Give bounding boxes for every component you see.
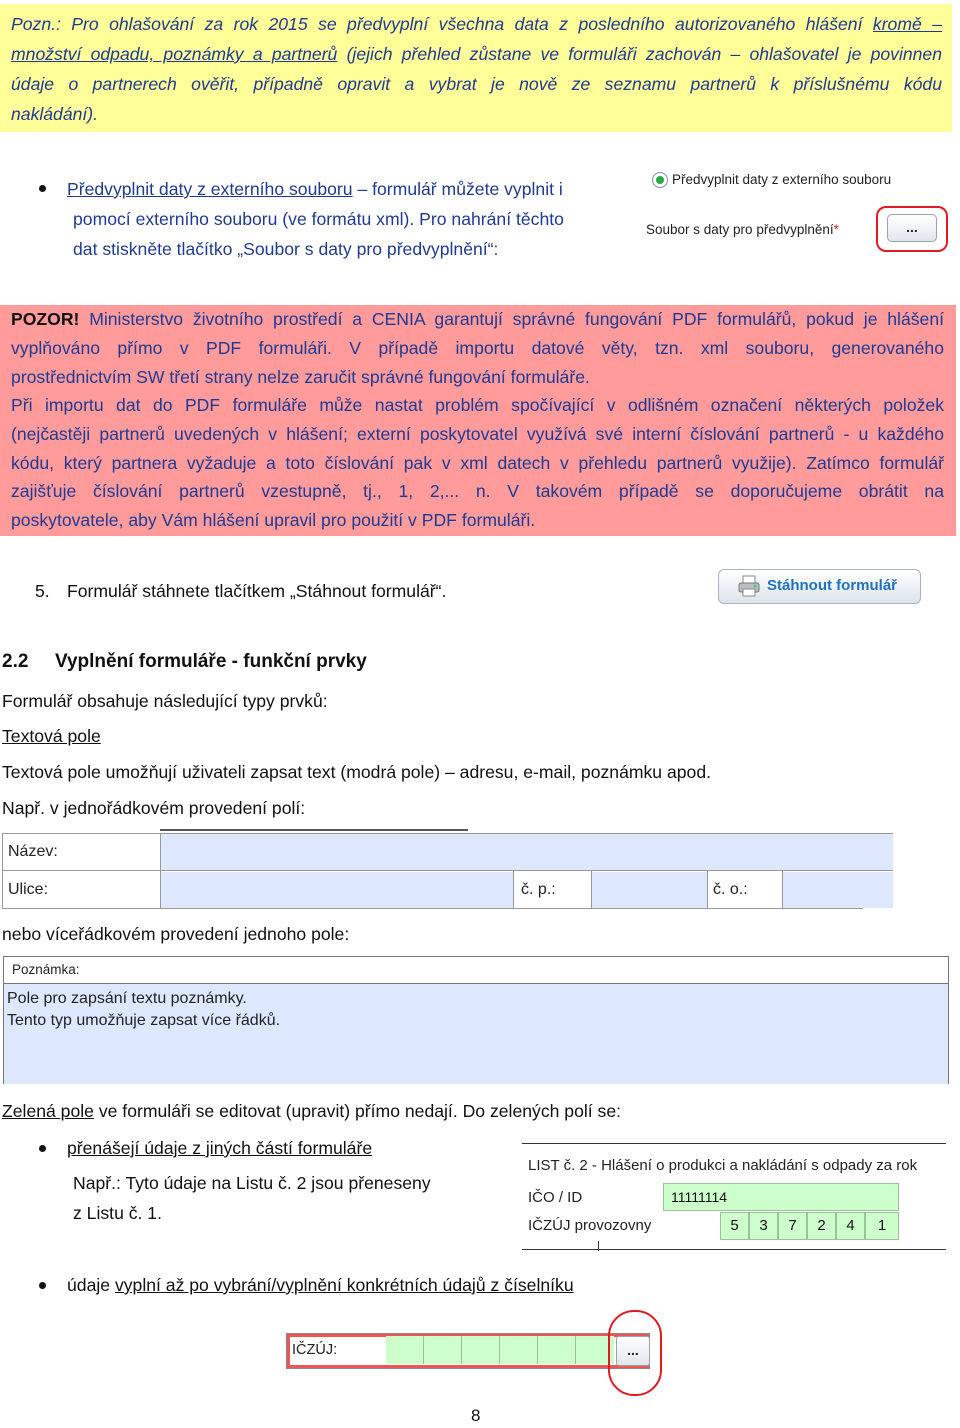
text-fields-desc: Textová pole umožňují uživateli zapsat text (modrá pole) – adresu, e-mail, poznámku apod. — [2, 762, 712, 782]
single-line-form — [2, 833, 893, 909]
green-example-2: z Listu č. 1. — [73, 1203, 162, 1223]
iczuj-digit: 5 — [720, 1212, 749, 1240]
bullet-dot — [39, 185, 46, 192]
prefill-link[interactable]: Předvyplnit daty z externího souboru — [67, 179, 353, 199]
note-field-label: Poznámka: — [12, 962, 80, 977]
iczuj-digit: 3 — [749, 1212, 778, 1240]
note-line-3: údaje o partnerech ověřit, případně opravit a vybrat je nově ze seznamu partnerů k příslušnému kódu — [11, 74, 942, 94]
warning-line-3: prostřednictvím SW třetí strany nelze zaručit správné fungování formuláře. — [11, 367, 590, 387]
green-bullet-1: přenášejí údaje z jiných částí formuláře — [67, 1138, 373, 1158]
note-textarea[interactable] — [4, 983, 948, 1084]
list2-snippet — [522, 1143, 946, 1251]
page-number: 8 — [471, 1406, 481, 1425]
warning-line-8: poskytovatele, aby Vám hlášení upravil pro použití v PDF formuláři. — [11, 510, 536, 530]
ico-field: 11111114 — [663, 1183, 899, 1211]
note-line-4: nakládání). — [11, 104, 99, 124]
iczuj-label: IČZÚJ provozovny — [528, 1217, 652, 1234]
download-form-button[interactable] — [718, 569, 921, 604]
iczuj-cell-b — [538, 1336, 576, 1364]
warning-box — [0, 305, 956, 536]
warning-line-4: Při importu dat do PDF formuláře může nastat problém spočívající v odlišném označení některých položek — [11, 395, 944, 415]
file-browse-button[interactable]: ... — [887, 214, 937, 242]
prefill-radio-label: Předvyplnit daty z externího souboru — [672, 172, 892, 187]
iczuj-browse-button[interactable]: ... — [616, 1336, 650, 1366]
green-fields-intro: Zelená pole ve formuláři se editovat (upravit) přímo nedají. Do zelených polí se: — [2, 1101, 622, 1121]
green-bullet-2: údaje vyplní až po vybrání/vyplnění konkrétních údajů z číselníku — [67, 1275, 574, 1295]
download-form-label: Stáhnout formulář — [767, 577, 897, 594]
bullet-dot — [39, 1282, 46, 1289]
iczuj-lookup-label: IČZÚJ: — [292, 1342, 338, 1358]
iczuj-cell-f — [386, 1336, 424, 1364]
iczuj-cell-d — [462, 1336, 500, 1364]
step5-number: 5. — [35, 581, 50, 601]
form-top-rule — [160, 829, 468, 831]
iczuj-digit: 7 — [778, 1212, 807, 1240]
street-label: Ulice: — [8, 881, 49, 898]
prefill-line-1: Předvyplnit daty z externího souboru – formulář můžete vyplnit i — [67, 179, 563, 199]
iczuj-cell-e — [424, 1336, 462, 1364]
prefill-line-2: pomocí externího souboru (ve formátu xml). Pro nahrání těchto — [73, 209, 564, 229]
multi-line-example: nebo víceřádkovém provedení jednoho pole: — [2, 924, 350, 944]
multi-line-form — [3, 956, 949, 1084]
iczuj-digit: 1 — [865, 1212, 899, 1240]
note-text-line-1: Pole pro zapsání textu poznámky. — [7, 990, 247, 1007]
file-label: Soubor s daty pro předvyplnění* — [646, 222, 839, 237]
co-input[interactable] — [783, 872, 893, 908]
iczuj-digit: 2 — [807, 1212, 836, 1240]
text-fields-heading: Textová pole — [2, 726, 101, 746]
list2-title: LIST č. 2 - Hlášení o produkci a nakládání s odpady za rok — [528, 1157, 918, 1174]
warning-line-1: POZOR! Ministerstvo životního prostředí a CENIA garantují správné fungování PDF formulářů, pokud je hlášení — [11, 309, 944, 329]
note-line-1: Pozn.: Pro ohlašování za rok 2015 se předvyplní všechna data z posledního autorizovaného hlášení kromě – — [11, 14, 942, 34]
iczuj-cell-c — [500, 1336, 538, 1364]
section-intro: Formulář obsahuje následující typy prvků: — [2, 691, 328, 711]
name-label: Název: — [8, 843, 58, 860]
cp-label: č. p.: — [521, 881, 556, 898]
warning-line-2: vyplňováno přímo v PDF formuláři. V případě importu datové věty, tzn. xml souboru, generovaného — [11, 338, 944, 358]
green-example-1: Např.: Tyto údaje na Listu č. 2 jsou přeneseny — [73, 1173, 431, 1193]
warning-line-7: zajišťuje číslování partnerů vzestupně, tj., 1, 2,... n. V takovém případě se doporučujeme obrátit na — [11, 481, 944, 501]
section-title: Vyplnění formuláře - funkční prvky — [55, 651, 367, 672]
warning-line-6: kódu, který partnera vyžaduje a toto číslování pak v xml datech v přehledu partnerů využije). Zatímco formulář — [11, 453, 944, 473]
section-number: 2.2 — [2, 651, 29, 672]
note-line-2: množství odpadu, poznámky a partnerů (jejich přehled zůstane ve formuláři zachován – ohlašovatel je povinnen — [11, 44, 942, 64]
printer-icon — [737, 575, 761, 597]
co-label: č. o.: — [713, 881, 748, 898]
green-fields-link: Zelená pole — [2, 1101, 94, 1121]
street-input[interactable] — [161, 872, 513, 908]
step5-text: Formulář stáhnete tlačítkem „Stáhnout formulář“. — [67, 581, 447, 601]
note-box — [0, 4, 952, 132]
single-line-example: Např. v jednořádkovém provedení polí: — [2, 798, 306, 818]
name-input[interactable] — [161, 834, 893, 870]
warning-line-5: (nejčastěji partnerů uvedených v hlášení; externí poskytovatel využívá své interní číslování partnerů - u každého — [11, 424, 944, 444]
prefill-line-3: dat stiskněte tlačítko „Soubor s daty pro předvyplnění“: — [73, 239, 499, 259]
ico-label: IČO / ID — [528, 1189, 583, 1206]
prefill-radio[interactable] — [652, 172, 668, 188]
note-text-line-2: Tento typ umožňuje zapsat více řádků. — [7, 1012, 281, 1029]
iczuj-digit: 4 — [836, 1212, 865, 1240]
cp-input[interactable] — [592, 872, 707, 908]
bullet-dot — [39, 1145, 46, 1152]
